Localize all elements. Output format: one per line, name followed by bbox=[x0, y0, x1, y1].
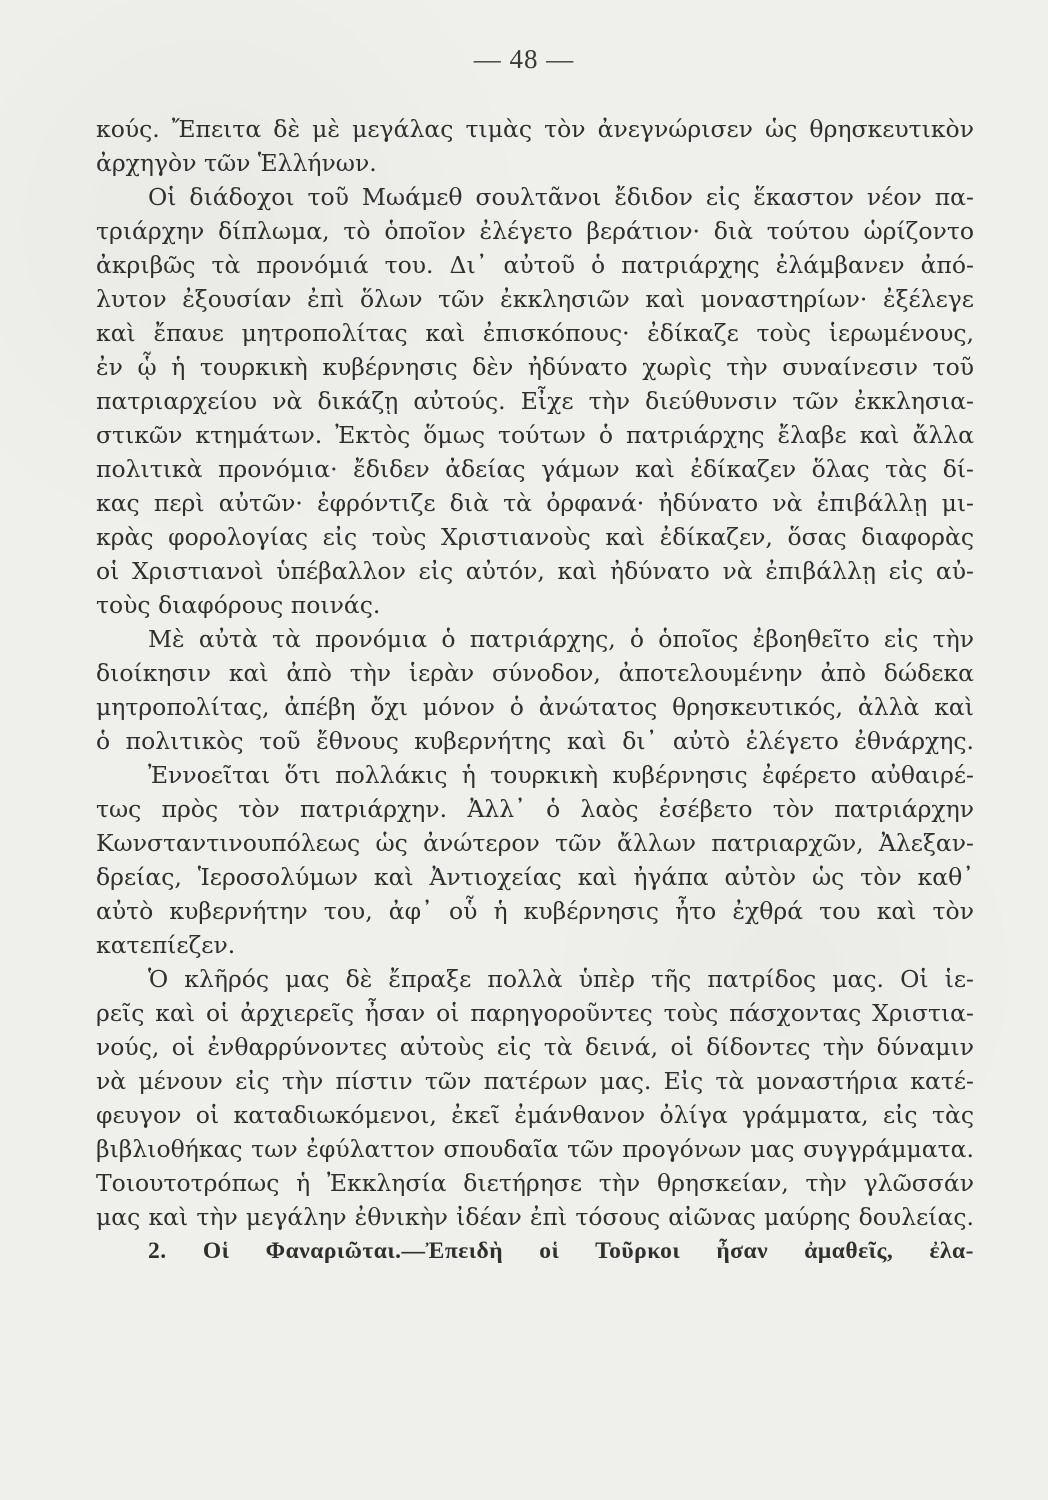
text-line: κας περὶ αὐτῶν· ἐφρόντιζε διὰ τὰ ὀρφανά· ἠδύνατο νὰ ἐπιβάλλῃ μι- bbox=[96, 489, 974, 517]
text-line: δρείας, Ἱεροσολύμων καὶ Ἀντιοχείας καὶ ἠγάπα αὐτὸν ὡς τὸν καθ᾽ bbox=[96, 863, 974, 891]
text-line: ὁ πολιτικὸς τοῦ ἔθνους κυβερνήτης καὶ δι᾽ αὐτὸ ἐλέγετο ἐθνάρχης. bbox=[96, 727, 974, 755]
text-line: πολιτικὰ προνόμια· ἔδιδεν ἀδείας γάμων καὶ ἐδίκαζεν ὅλας τὰς δί- bbox=[96, 455, 974, 483]
text-line: ρεῖς καὶ οἱ ἀρχιερεῖς ἦσαν οἱ παρηγοροῦντες τοὺς πάσχοντας Χριστια- bbox=[96, 999, 974, 1027]
text-line: κρὰς φορολογίας εἰς τοὺς Χριστιανοὺς καὶ ἐδίκαζεν, ὅσας διαφορὰς bbox=[96, 523, 974, 551]
text-line: ἀκριβῶς τὰ προνόμιά του. Δι᾽ αὐτοῦ ὁ πατριάρχης ἐλάμβανεν ἀπό- bbox=[96, 251, 974, 279]
text-line: ἐν ᾧ ἡ τουρκικὴ κυβέρνησις δὲν ἠδύνατο χωρὶς τὴν συναίνεσιν τοῦ bbox=[96, 353, 974, 381]
text-line: αὐτὸ κυβερνήτην του, ἀφ᾽ οὗ ἡ κυβέρνησις ἦτο ἐχθρά του καὶ τὸν bbox=[96, 897, 974, 925]
text-line: Ἐννοεῖται ὅτι πολλάκις ἡ τουρκικὴ κυβέρνησις ἐφέρετο αὐθαιρέ- bbox=[148, 761, 974, 789]
text-line: φευγον οἱ καταδιωκόμενοι, ἐκεῖ ἐμάνθανον ὀλίγα γράμματα, εἰς τὰς bbox=[96, 1101, 974, 1129]
text-line: τοὺς διαφόρους ποινάς. bbox=[96, 591, 381, 619]
text-line: πατριαρχείου νὰ δικάζῃ αὐτούς. Εἶχε τὴν διεύθυνσιν τῶν ἐκκλησια- bbox=[96, 387, 974, 415]
text-line: κούς. Ἔπειτα δὲ μὲ μεγάλας τιμὰς τὸν ἀνεγνώρισεν ὡς θρησκευτικὸν bbox=[96, 115, 974, 143]
text-line: Ὁ κλῆρός μας δὲ ἔπραξε πολλὰ ὑπὲρ τῆς πατρίδος μας. Οἱ ἱε- bbox=[148, 965, 974, 993]
text-line: βιβλιοθήκας των ἐφύλαττον σπουδαῖα τῶν προγόνων μας συγγράμματα. bbox=[96, 1135, 974, 1163]
text-line: οἱ Χριστιανοὶ ὑπέβαλλον εἰς αὐτόν, καὶ ἠδύνατο νὰ ἐπιβάλλῃ εἰς αὐ- bbox=[96, 557, 974, 585]
page-body bbox=[96, 112, 974, 1268]
text-line: τριάρχην δίπλωμα, τὸ ὁποῖον ἐλέγετο βεράτιον· διὰ τούτου ὡρίζοντο bbox=[96, 217, 974, 245]
text-line: Κωνσταντινουπόλεως ὡς ἀνώτερον τῶν ἄλλων πατριαρχῶν, Ἀλεξαν- bbox=[96, 829, 974, 857]
text-line: μητροπολίτας, ἀπέβη ὄχι μόνον ὁ ἀνώτατος θρησκευτικός, ἀλλὰ καὶ bbox=[96, 693, 974, 721]
text-line: Τοιουτοτρόπως ἡ Ἐκκλησία διετήρησε τὴν θρησκείαν, τὴν γλῶσσάν bbox=[96, 1169, 974, 1197]
page-number: — 48 — bbox=[473, 44, 575, 74]
text-line: μας καὶ τὴν μεγάλην ἐθνικὴν ἰδέαν ἐπὶ τόσους αἰῶνας μαύρης δουλείας. bbox=[96, 1203, 974, 1231]
text-line: διοίκησιν καὶ ἀπὸ τὴν ἱερὰν σύνοδον, ἀποτελουμένην ἀπὸ δώδεκα bbox=[96, 659, 974, 687]
text-line: Οἱ διάδοχοι τοῦ Μωάμεθ σουλτᾶνοι ἔδιδον εἰς ἕκαστον νέον πα- bbox=[148, 183, 974, 211]
text-line: λυτον ἐξουσίαν ἐπὶ ὅλων τῶν ἐκκλησιῶν καὶ μοναστηρίων· ἐξέλεγε bbox=[96, 285, 974, 313]
text-line: τως πρὸς τὸν πατριάρχην. Ἀλλ᾽ ὁ λαὸς ἐσέβετο τὸν πατριάρχην bbox=[96, 795, 974, 823]
text-line: νούς, οἱ ἐνθαρρύνοντες αὐτοὺς εἰς τὰ δεινά, οἱ δίδοντες τὴν δύναμιν bbox=[96, 1033, 974, 1061]
text-line: ἀρχηγὸν τῶν Ἑλλήνων. bbox=[96, 149, 377, 177]
text-line: νὰ μένουν εἰς τὴν πίστιν τῶν πατέρων μας. Εἰς τὰ μοναστήρια κατέ- bbox=[96, 1067, 974, 1095]
text-line: Μὲ αὐτὰ τὰ προνόμια ὁ πατριάρχης, ὁ ὁποῖος ἐβοηθεῖτο εἰς τὴν bbox=[148, 625, 974, 653]
section-heading-line: 2. Οἱ Φαναριῶται.—Ἐπειδὴ οἱ Τοῦρκοι ἦσαν ἀμαθεῖς, ἐλα- bbox=[148, 1238, 974, 1264]
text-line: στικῶν κτημάτων. Ἐκτὸς ὅμως τούτων ὁ πατριάρχης ἔλαβε καὶ ἄλλα bbox=[96, 421, 974, 449]
text-line: κατεπίεζεν. bbox=[96, 931, 236, 959]
text-line: καὶ ἔπαυε μητροπολίτας καὶ ἐπισκόπους· ἐδίκαζε τοὺς ἱερωμένους, bbox=[96, 319, 974, 347]
